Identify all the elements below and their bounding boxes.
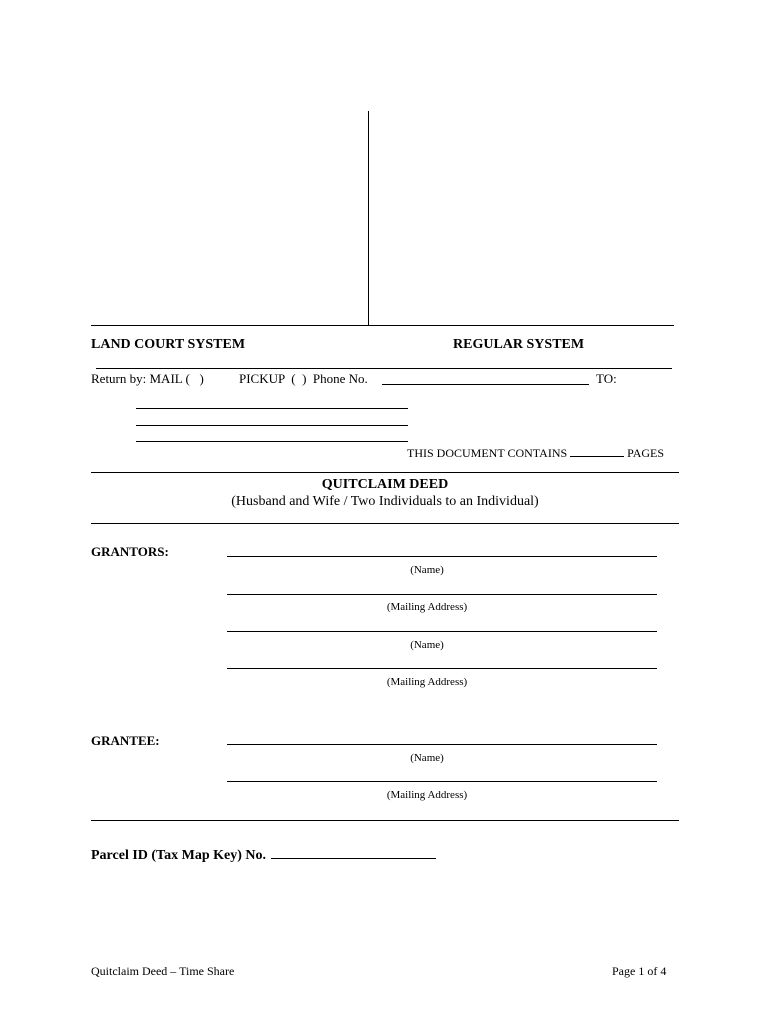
regular-system-label: REGULAR SYSTEM: [453, 337, 585, 352]
return-to-text: TO:: [596, 371, 617, 386]
document-contains-text: THIS DOCUMENT CONTAINS: [407, 446, 568, 460]
parcel-id-line: [91, 847, 436, 864]
return-address-line[interactable]: [136, 425, 408, 426]
pickup-phone-text: PICKUP ( ) Phone No.: [239, 371, 368, 386]
header-underline: [96, 368, 672, 369]
grantor-name-field[interactable]: [227, 631, 657, 632]
parcel-id-label: Parcel ID (Tax Map Key) No.: [91, 848, 266, 863]
document-title: QUITCLAIM DEED: [321, 477, 449, 492]
recording-area-divider: [368, 111, 369, 325]
grantee-label: GRANTEE:: [91, 733, 160, 748]
return-address-line[interactable]: [136, 408, 408, 409]
grantee-address-field[interactable]: [227, 781, 657, 782]
grantor-address-field[interactable]: [227, 668, 657, 669]
return-by-mail-text: Return by: MAIL ( ): [91, 371, 204, 386]
grantor-name-caption: (Name): [410, 564, 444, 576]
parcel-id-field[interactable]: [271, 847, 436, 859]
phone-number-field[interactable]: [382, 384, 589, 385]
grantee-address-caption: (Mailing Address): [386, 789, 468, 801]
grantor-address-caption: (Mailing Address): [386, 676, 468, 688]
footer-document-name: Quitclaim Deed – Time Share: [91, 964, 235, 978]
grantee-name-caption: (Name): [410, 752, 444, 764]
grantee-name-field[interactable]: [227, 744, 657, 745]
document-pages-line: [407, 445, 664, 461]
grantor-name-field[interactable]: [227, 556, 657, 557]
title-top-rule: [91, 472, 679, 473]
title-bottom-rule: [91, 523, 679, 524]
grantor-name-caption: (Name): [410, 639, 444, 651]
grantors-label: GRANTORS:: [91, 544, 169, 559]
pages-text: PAGES: [627, 446, 665, 460]
grantee-bottom-rule: [91, 820, 679, 821]
grantor-address-caption: (Mailing Address): [386, 601, 468, 613]
land-court-system-label: LAND COURT SYSTEM: [91, 337, 246, 352]
grantor-address-field[interactable]: [227, 594, 657, 595]
return-address-line[interactable]: [136, 441, 408, 442]
page-count-field[interactable]: [570, 445, 624, 457]
footer-page-number: Page 1 of 4: [612, 964, 667, 978]
recording-area-bottom-rule: [91, 325, 674, 326]
document-subtitle: (Husband and Wife / Two Individuals to an Individual): [231, 494, 539, 509]
